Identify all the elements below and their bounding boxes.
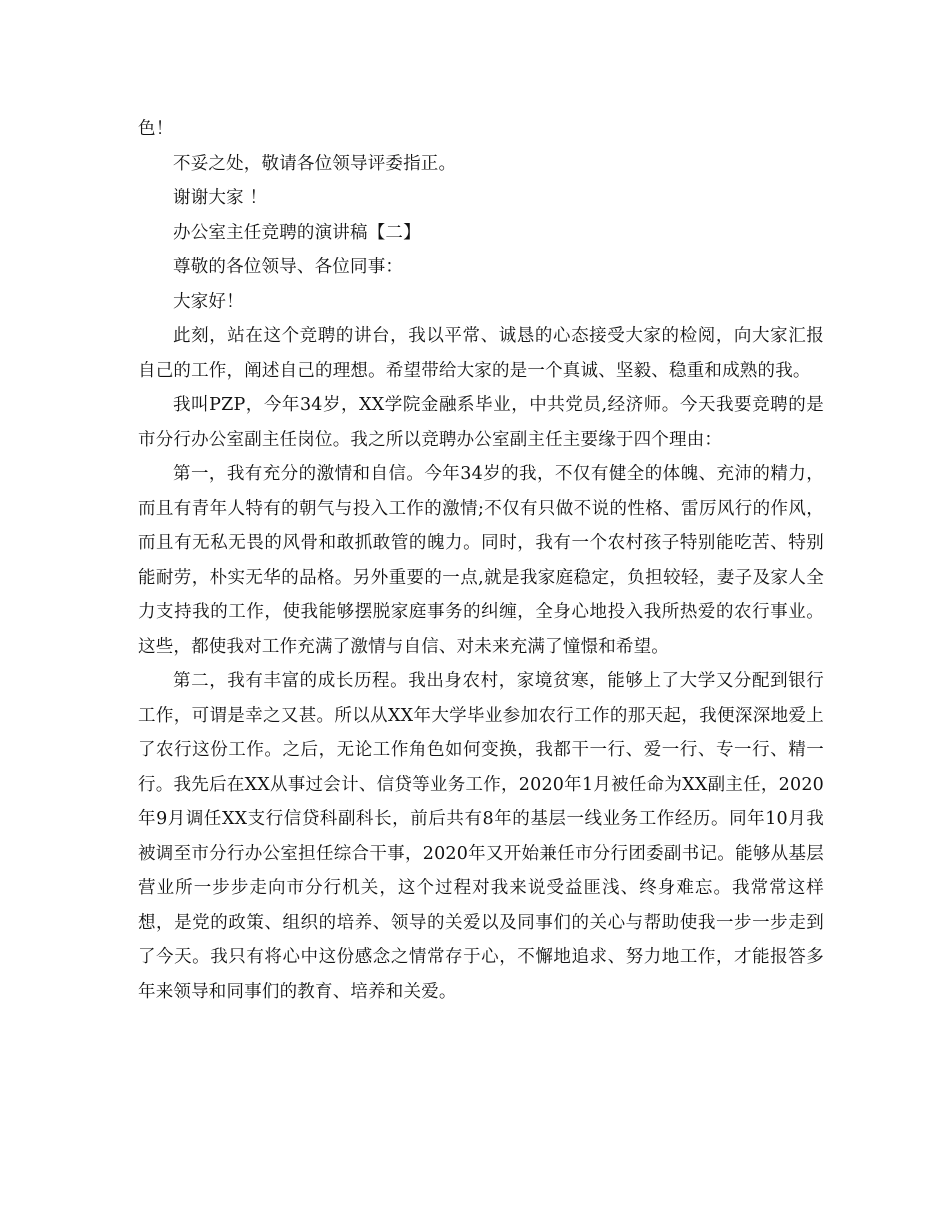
paragraph-reason-two: 第二，我有丰富的成长历程。我出身农村，家境贫寒，能够上了大学又分配到银行工作，可谓是幸之又甚。所以从XX年大学毕业参加农行工作的那天起，我便深深地爱上了农行这份工作。之后，无论工作角色如何变换，我都干一行、爱一行、专一行、精一行。我先后在XX从事过会计、信贷等业务工作，2020年1月被任命为XX副主任，2020年9月调任XX支行信贷科副科长，前后共有8年的基层一线业务工作经历。同年10月我被调至市分行办公室担任综合干事，2020年又开始兼任市分行团委副书记。能够从基层营业所一步步走向市分行机关，这个过程对我来说受益匪浅、终身难忘。我常常这样想，是党的政策、组织的培养、领导的关爱以及同事们的关心与帮助使我一步一步走到了今天。我只有将心中这份感念之情常存于心，不懈地追求、努力地工作，才能报答多年来领导和同事们的教育、培养和关爱。 bbox=[138, 671, 824, 1002]
paragraph-introduction: 我叫PZP，今年34岁，XX学院金融系毕业，中共党员,经济师。今天我要竞聘的是市分行办公室副主任岗位。我之所以竞聘办公室副主任主要缘于四个理由： bbox=[138, 395, 824, 450]
document-body bbox=[138, 112, 824, 1009]
paragraph-reason-one: 第一，我有充分的激情和自信。今年34岁的我，不仅有健全的体魄、充沛的精力，而且有青年人特有的朝气与投入工作的激情;不仅有只做不说的性格、雷厉风行的作风，而且有无私无畏的风骨和敢抓敢管的魄力。同时，我有一个农村孩子特别能吃苦、特别能耐劳，朴实无华的品格。另外重要的一点,就是我家庭稳定，负担较轻，妻子及家人全力支持我的工作，使我能够摆脱家庭事务的纠缠，全身心地投入我所热爱的农行事业。这些，都使我对工作充满了激情与自信、对未来充满了憧憬和希望。 bbox=[138, 464, 824, 657]
paragraph-continuation: 色！ bbox=[138, 119, 174, 139]
section-heading: 办公室主任竞聘的演讲稿【二】 bbox=[173, 222, 421, 243]
paragraph-opening: 此刻，站在这个竞聘的讲台，我以平常、诚恳的心态接受大家的检阅，向大家汇报自己的工作，阐述自己的理想。希望带给大家的是一个真诚、坚毅、稳重和成熟的我。 bbox=[138, 326, 824, 381]
paragraph-closing-remark: 不妥之处，敬请各位领导评委指正。 bbox=[173, 153, 457, 174]
paragraph-salutation: 尊敬的各位领导、各位同事： bbox=[173, 257, 404, 277]
paragraph-greeting: 大家好！ bbox=[173, 291, 244, 312]
paragraph-thanks: 谢谢大家 ！ bbox=[173, 188, 268, 208]
